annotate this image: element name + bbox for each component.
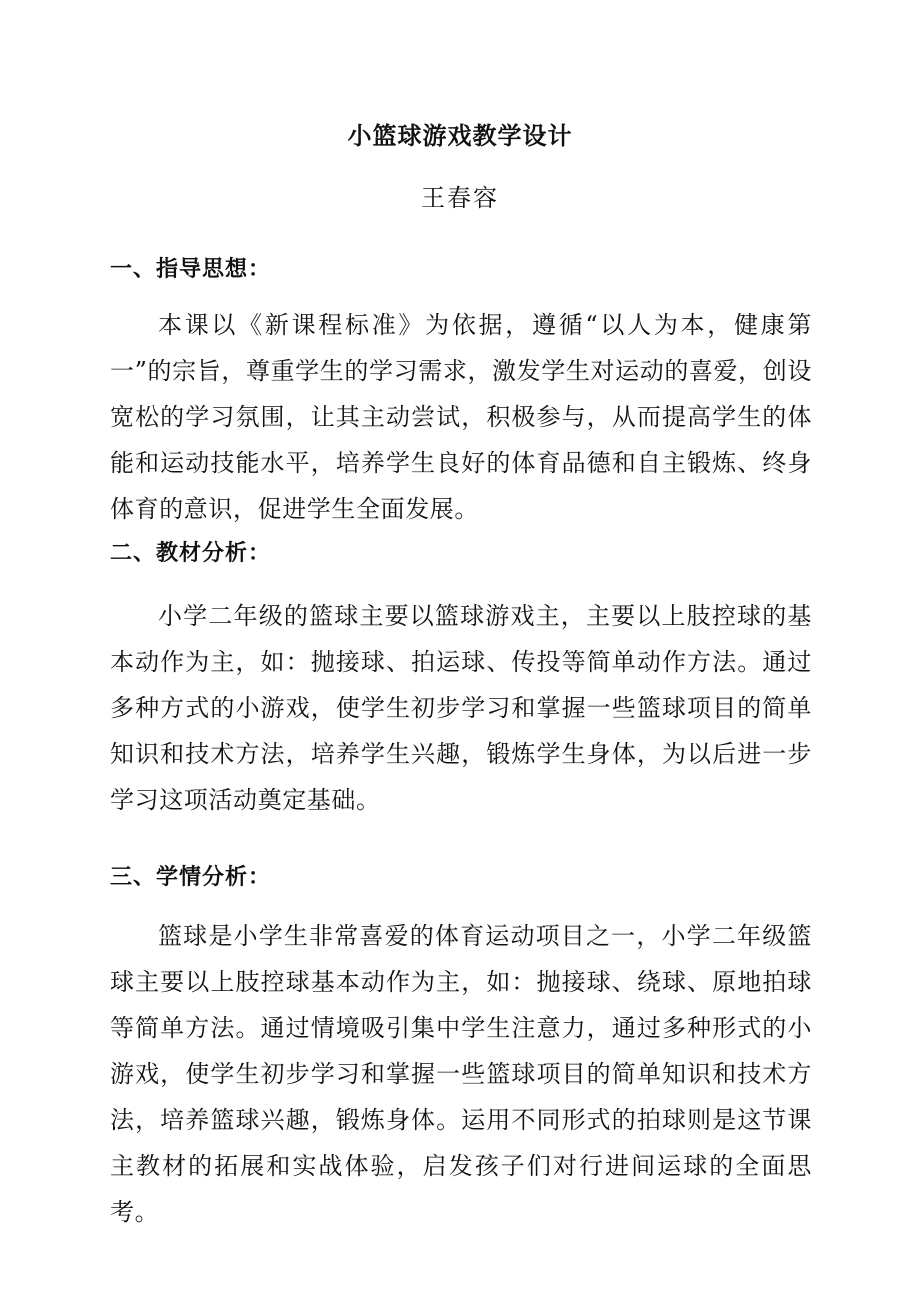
document-author: 王春容	[421, 184, 499, 212]
section-heading-material-analysis: 二、教材分析：	[110, 541, 272, 566]
section-body-guiding-ideology: 本课以《新课程标准》为依据，遵循“以人为本，健康第一”的宗旨，尊重学生的学习需求，激发学生对运动的喜爱，创设宽松的学习氛围，让其主动尝试，积极参与，从而提高学生的体能和运动技能水平，培养学生良好的体育品德和自主锻炼、终身体育的意识，促进学生全面发展。	[110, 311, 812, 523]
section-heading-guiding-ideology: 一、指导思想：	[110, 257, 272, 282]
section-body-student-analysis: 篮球是小学生非常喜爱的体育运动项目之一，小学二年级篮球主要以上肢控球基本动作为主，如：抛接球、绕球、原地拍球等简单方法。通过情境吸引集中学生注意力，通过多种形式的小游戏，使学生初步学习和掌握一些篮球项目的简单知识和技术方法，培养篮球兴趣，锻炼身体。运用不同形式的拍球则是这节课主教材的拓展和实战体验，启发孩子们对行进间运球的全面思考。	[110, 922, 812, 1226]
section-body-material-analysis: 小学二年级的篮球主要以篮球游戏主，主要以上肢控球的基本动作为主，如：抛接球、拍运球、传投等简单动作方法。通过多种方式的小游戏，使学生初步学习和掌握一些篮球项目的简单知识和技术方法，培养学生兴趣，锻炼学生身体，为以后进一步学习这项活动奠定基础。	[110, 602, 812, 814]
section-heading-student-analysis: 三、学情分析：	[110, 865, 272, 890]
document-title: 小篮球游戏教学设计	[347, 121, 573, 150]
